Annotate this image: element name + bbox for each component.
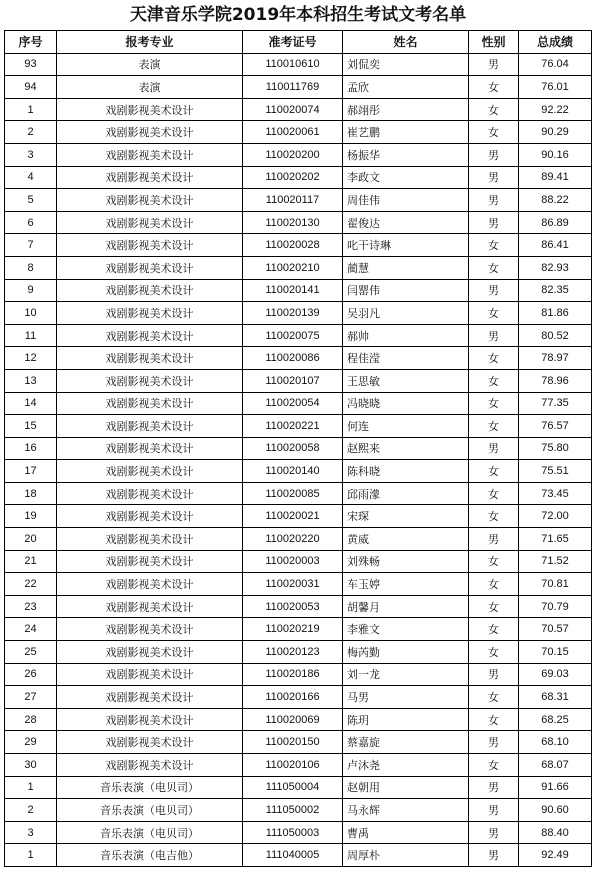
gender-cell: 女 bbox=[469, 347, 519, 370]
major-cell: 戏剧影视美术设计 bbox=[57, 302, 243, 325]
table-row bbox=[5, 821, 592, 844]
table-row bbox=[5, 595, 592, 618]
exam-id-cell: 110020202 bbox=[243, 166, 343, 189]
gender-cell: 男 bbox=[469, 844, 519, 867]
seq-cell: 9 bbox=[5, 279, 57, 302]
major-cell: 表演 bbox=[57, 76, 243, 99]
gender-cell: 女 bbox=[469, 708, 519, 731]
score-cell: 78.96 bbox=[519, 369, 592, 392]
header-total-score: 总成绩 bbox=[519, 31, 592, 54]
gender-cell: 男 bbox=[469, 776, 519, 799]
seq-cell: 1 bbox=[5, 98, 57, 121]
name-cell: 曹禹 bbox=[343, 821, 469, 844]
header-gender: 性别 bbox=[469, 31, 519, 54]
major-cell: 戏剧影视美术设计 bbox=[57, 415, 243, 438]
table-row bbox=[5, 279, 592, 302]
table-row bbox=[5, 415, 592, 438]
score-cell: 70.81 bbox=[519, 573, 592, 596]
exam-id-cell: 110020031 bbox=[243, 573, 343, 596]
gender-cell: 男 bbox=[469, 821, 519, 844]
major-cell: 音乐表演（电贝司） bbox=[57, 776, 243, 799]
seq-cell: 3 bbox=[5, 143, 57, 166]
table-row bbox=[5, 437, 592, 460]
major-cell: 戏剧影视美术设计 bbox=[57, 279, 243, 302]
name-cell: 周厚朴 bbox=[343, 844, 469, 867]
score-cell: 70.79 bbox=[519, 595, 592, 618]
score-cell: 91.66 bbox=[519, 776, 592, 799]
score-cell: 76.04 bbox=[519, 53, 592, 76]
gender-cell: 女 bbox=[469, 573, 519, 596]
seq-cell: 2 bbox=[5, 121, 57, 144]
seq-cell: 20 bbox=[5, 528, 57, 551]
score-cell: 81.86 bbox=[519, 302, 592, 325]
gender-cell: 女 bbox=[469, 618, 519, 641]
score-cell: 70.15 bbox=[519, 641, 592, 664]
table-row bbox=[5, 211, 592, 234]
exam-id-cell: 110020003 bbox=[243, 550, 343, 573]
score-cell: 68.10 bbox=[519, 731, 592, 754]
table-row bbox=[5, 663, 592, 686]
seq-cell: 17 bbox=[5, 460, 57, 483]
seq-cell: 8 bbox=[5, 256, 57, 279]
table-row bbox=[5, 189, 592, 212]
gender-cell: 女 bbox=[469, 76, 519, 99]
major-cell: 戏剧影视美术设计 bbox=[57, 618, 243, 641]
gender-cell: 男 bbox=[469, 437, 519, 460]
major-cell: 戏剧影视美术设计 bbox=[57, 573, 243, 596]
major-cell: 戏剧影视美术设计 bbox=[57, 641, 243, 664]
exam-id-cell: 110020221 bbox=[243, 415, 343, 438]
exam-id-cell: 110011769 bbox=[243, 76, 343, 99]
table-row bbox=[5, 844, 592, 867]
name-cell: 叱干诗琳 bbox=[343, 234, 469, 257]
name-cell: 冯晓晓 bbox=[343, 392, 469, 415]
name-cell: 蔺慧 bbox=[343, 256, 469, 279]
table-row bbox=[5, 256, 592, 279]
seq-cell: 24 bbox=[5, 618, 57, 641]
exam-id-cell: 110020075 bbox=[243, 324, 343, 347]
score-cell: 72.00 bbox=[519, 505, 592, 528]
major-cell: 戏剧影视美术设计 bbox=[57, 324, 243, 347]
score-cell: 89.41 bbox=[519, 166, 592, 189]
seq-cell: 18 bbox=[5, 482, 57, 505]
exam-id-cell: 110020186 bbox=[243, 663, 343, 686]
exam-id-cell: 110020123 bbox=[243, 641, 343, 664]
table-row bbox=[5, 618, 592, 641]
seq-cell: 22 bbox=[5, 573, 57, 596]
exam-id-cell: 110020141 bbox=[243, 279, 343, 302]
major-cell: 戏剧影视美术设计 bbox=[57, 482, 243, 505]
major-cell: 戏剧影视美术设计 bbox=[57, 392, 243, 415]
name-cell: 李雅文 bbox=[343, 618, 469, 641]
score-cell: 68.25 bbox=[519, 708, 592, 731]
major-cell: 戏剧影视美术设计 bbox=[57, 505, 243, 528]
name-cell: 赵朝用 bbox=[343, 776, 469, 799]
major-cell: 戏剧影视美术设计 bbox=[57, 686, 243, 709]
major-cell: 戏剧影视美术设计 bbox=[57, 166, 243, 189]
seq-cell: 26 bbox=[5, 663, 57, 686]
gender-cell: 男 bbox=[469, 166, 519, 189]
name-cell: 程佳滢 bbox=[343, 347, 469, 370]
table-row bbox=[5, 776, 592, 799]
exam-id-cell: 110020150 bbox=[243, 731, 343, 754]
gender-cell: 男 bbox=[469, 143, 519, 166]
major-cell: 戏剧影视美术设计 bbox=[57, 528, 243, 551]
seq-cell: 23 bbox=[5, 595, 57, 618]
gender-cell: 女 bbox=[469, 369, 519, 392]
table-row bbox=[5, 392, 592, 415]
seq-cell: 14 bbox=[5, 392, 57, 415]
candidate-table bbox=[4, 30, 592, 867]
name-cell: 马永辉 bbox=[343, 799, 469, 822]
score-cell: 68.31 bbox=[519, 686, 592, 709]
table-row bbox=[5, 550, 592, 573]
gender-cell: 男 bbox=[469, 528, 519, 551]
gender-cell: 女 bbox=[469, 415, 519, 438]
gender-cell: 女 bbox=[469, 641, 519, 664]
seq-cell: 94 bbox=[5, 76, 57, 99]
seq-cell: 1 bbox=[5, 776, 57, 799]
exam-id-cell: 110020053 bbox=[243, 595, 343, 618]
table-header-row bbox=[5, 31, 592, 54]
seq-cell: 13 bbox=[5, 369, 57, 392]
table-row bbox=[5, 708, 592, 731]
name-cell: 马男 bbox=[343, 686, 469, 709]
table-body bbox=[5, 53, 592, 866]
gender-cell: 男 bbox=[469, 799, 519, 822]
table-row bbox=[5, 731, 592, 754]
major-cell: 表演 bbox=[57, 53, 243, 76]
score-cell: 88.40 bbox=[519, 821, 592, 844]
table-row bbox=[5, 573, 592, 596]
score-cell: 69.03 bbox=[519, 663, 592, 686]
table-row bbox=[5, 347, 592, 370]
seq-cell: 1 bbox=[5, 844, 57, 867]
gender-cell: 女 bbox=[469, 595, 519, 618]
exam-id-cell: 110020058 bbox=[243, 437, 343, 460]
gender-cell: 女 bbox=[469, 550, 519, 573]
gender-cell: 女 bbox=[469, 754, 519, 777]
seq-cell: 16 bbox=[5, 437, 57, 460]
table-row bbox=[5, 505, 592, 528]
table-row bbox=[5, 121, 592, 144]
table-row bbox=[5, 460, 592, 483]
exam-id-cell: 110020085 bbox=[243, 482, 343, 505]
major-cell: 戏剧影视美术设计 bbox=[57, 211, 243, 234]
exam-id-cell: 110020061 bbox=[243, 121, 343, 144]
seq-cell: 27 bbox=[5, 686, 57, 709]
name-cell: 刘一龙 bbox=[343, 663, 469, 686]
gender-cell: 男 bbox=[469, 279, 519, 302]
score-cell: 90.16 bbox=[519, 143, 592, 166]
score-cell: 75.51 bbox=[519, 460, 592, 483]
major-cell: 戏剧影视美术设计 bbox=[57, 256, 243, 279]
exam-id-cell: 110020220 bbox=[243, 528, 343, 551]
name-cell: 崔艺鹏 bbox=[343, 121, 469, 144]
table-row bbox=[5, 143, 592, 166]
name-cell: 何连 bbox=[343, 415, 469, 438]
name-cell: 周佳伟 bbox=[343, 189, 469, 212]
exam-id-cell: 110020074 bbox=[243, 98, 343, 121]
table-row bbox=[5, 76, 592, 99]
table-row bbox=[5, 799, 592, 822]
score-cell: 88.22 bbox=[519, 189, 592, 212]
gender-cell: 女 bbox=[469, 482, 519, 505]
name-cell: 梅芮勤 bbox=[343, 641, 469, 664]
major-cell: 戏剧影视美术设计 bbox=[57, 369, 243, 392]
major-cell: 戏剧影视美术设计 bbox=[57, 663, 243, 686]
header-name: 姓名 bbox=[343, 31, 469, 54]
name-cell: 郝帅 bbox=[343, 324, 469, 347]
seq-cell: 3 bbox=[5, 821, 57, 844]
score-cell: 73.45 bbox=[519, 482, 592, 505]
gender-cell: 男 bbox=[469, 324, 519, 347]
gender-cell: 女 bbox=[469, 505, 519, 528]
name-cell: 郝翊彤 bbox=[343, 98, 469, 121]
exam-id-cell: 110020117 bbox=[243, 189, 343, 212]
exam-id-cell: 110020086 bbox=[243, 347, 343, 370]
major-cell: 戏剧影视美术设计 bbox=[57, 234, 243, 257]
exam-id-cell: 110020210 bbox=[243, 256, 343, 279]
seq-cell: 2 bbox=[5, 799, 57, 822]
gender-cell: 女 bbox=[469, 98, 519, 121]
major-cell: 戏剧影视美术设计 bbox=[57, 754, 243, 777]
major-cell: 戏剧影视美术设计 bbox=[57, 121, 243, 144]
score-cell: 86.41 bbox=[519, 234, 592, 257]
seq-cell: 29 bbox=[5, 731, 57, 754]
score-cell: 80.52 bbox=[519, 324, 592, 347]
gender-cell: 女 bbox=[469, 302, 519, 325]
exam-id-cell: 111050004 bbox=[243, 776, 343, 799]
gender-cell: 女 bbox=[469, 460, 519, 483]
exam-id-cell: 110020028 bbox=[243, 234, 343, 257]
major-cell: 戏剧影视美术设计 bbox=[57, 460, 243, 483]
exam-id-cell: 110020139 bbox=[243, 302, 343, 325]
table-row bbox=[5, 234, 592, 257]
major-cell: 戏剧影视美术设计 bbox=[57, 347, 243, 370]
major-cell: 音乐表演（电贝司） bbox=[57, 799, 243, 822]
seq-cell: 25 bbox=[5, 641, 57, 664]
seq-cell: 15 bbox=[5, 415, 57, 438]
score-cell: 68.07 bbox=[519, 754, 592, 777]
major-cell: 音乐表演（电贝司） bbox=[57, 821, 243, 844]
name-cell: 刘侃奕 bbox=[343, 53, 469, 76]
name-cell: 李政文 bbox=[343, 166, 469, 189]
exam-id-cell: 110020107 bbox=[243, 369, 343, 392]
major-cell: 音乐表演（电吉他） bbox=[57, 844, 243, 867]
seq-cell: 21 bbox=[5, 550, 57, 573]
exam-id-cell: 110020054 bbox=[243, 392, 343, 415]
seq-cell: 11 bbox=[5, 324, 57, 347]
name-cell: 闫罂伟 bbox=[343, 279, 469, 302]
score-cell: 75.80 bbox=[519, 437, 592, 460]
table-row bbox=[5, 166, 592, 189]
score-cell: 90.29 bbox=[519, 121, 592, 144]
header-exam-id: 准考证号 bbox=[243, 31, 343, 54]
table-row bbox=[5, 53, 592, 76]
gender-cell: 女 bbox=[469, 686, 519, 709]
table-row bbox=[5, 528, 592, 551]
score-cell: 70.57 bbox=[519, 618, 592, 641]
table-row bbox=[5, 754, 592, 777]
exam-id-cell: 111050002 bbox=[243, 799, 343, 822]
score-cell: 76.01 bbox=[519, 76, 592, 99]
name-cell: 陈科晓 bbox=[343, 460, 469, 483]
score-cell: 82.93 bbox=[519, 256, 592, 279]
name-cell: 王思敏 bbox=[343, 369, 469, 392]
gender-cell: 男 bbox=[469, 53, 519, 76]
table-row bbox=[5, 686, 592, 709]
seq-cell: 7 bbox=[5, 234, 57, 257]
table-row bbox=[5, 369, 592, 392]
gender-cell: 女 bbox=[469, 392, 519, 415]
exam-id-cell: 110010610 bbox=[243, 53, 343, 76]
table-row bbox=[5, 641, 592, 664]
major-cell: 戏剧影视美术设计 bbox=[57, 708, 243, 731]
name-cell: 宋琛 bbox=[343, 505, 469, 528]
seq-cell: 12 bbox=[5, 347, 57, 370]
gender-cell: 男 bbox=[469, 189, 519, 212]
score-cell: 71.52 bbox=[519, 550, 592, 573]
seq-cell: 6 bbox=[5, 211, 57, 234]
name-cell: 陈玥 bbox=[343, 708, 469, 731]
major-cell: 戏剧影视美术设计 bbox=[57, 189, 243, 212]
gender-cell: 男 bbox=[469, 211, 519, 234]
major-cell: 戏剧影视美术设计 bbox=[57, 437, 243, 460]
seq-cell: 5 bbox=[5, 189, 57, 212]
seq-cell: 10 bbox=[5, 302, 57, 325]
score-cell: 82.35 bbox=[519, 279, 592, 302]
header-seq: 序号 bbox=[5, 31, 57, 54]
exam-id-cell: 110020140 bbox=[243, 460, 343, 483]
name-cell: 翟俊达 bbox=[343, 211, 469, 234]
name-cell: 胡馨月 bbox=[343, 595, 469, 618]
gender-cell: 女 bbox=[469, 234, 519, 257]
gender-cell: 男 bbox=[469, 731, 519, 754]
gender-cell: 男 bbox=[469, 663, 519, 686]
score-cell: 92.22 bbox=[519, 98, 592, 121]
exam-id-cell: 110020106 bbox=[243, 754, 343, 777]
major-cell: 戏剧影视美术设计 bbox=[57, 98, 243, 121]
page-title: 天津音乐学院2019年本科招生考试文考名单 bbox=[129, 5, 467, 25]
score-cell: 86.89 bbox=[519, 211, 592, 234]
exam-id-cell: 111050003 bbox=[243, 821, 343, 844]
name-cell: 邱雨濛 bbox=[343, 482, 469, 505]
major-cell: 戏剧影视美术设计 bbox=[57, 731, 243, 754]
exam-id-cell: 110020069 bbox=[243, 708, 343, 731]
table-row bbox=[5, 302, 592, 325]
major-cell: 戏剧影视美术设计 bbox=[57, 143, 243, 166]
seq-cell: 28 bbox=[5, 708, 57, 731]
name-cell: 吴羽凡 bbox=[343, 302, 469, 325]
exam-id-cell: 110020130 bbox=[243, 211, 343, 234]
name-cell: 蔡嘉旋 bbox=[343, 731, 469, 754]
major-cell: 戏剧影视美术设计 bbox=[57, 595, 243, 618]
header-major: 报考专业 bbox=[57, 31, 243, 54]
name-cell: 卢沐尧 bbox=[343, 754, 469, 777]
exam-id-cell: 110020219 bbox=[243, 618, 343, 641]
exam-id-cell: 110020021 bbox=[243, 505, 343, 528]
score-cell: 77.35 bbox=[519, 392, 592, 415]
exam-id-cell: 110020200 bbox=[243, 143, 343, 166]
table-row bbox=[5, 324, 592, 347]
major-cell: 戏剧影视美术设计 bbox=[57, 550, 243, 573]
name-cell: 赵熙来 bbox=[343, 437, 469, 460]
seq-cell: 93 bbox=[5, 53, 57, 76]
seq-cell: 19 bbox=[5, 505, 57, 528]
score-cell: 76.57 bbox=[519, 415, 592, 438]
seq-cell: 4 bbox=[5, 166, 57, 189]
name-cell: 杨振华 bbox=[343, 143, 469, 166]
exam-id-cell: 111040005 bbox=[243, 844, 343, 867]
seq-cell: 30 bbox=[5, 754, 57, 777]
score-cell: 78.97 bbox=[519, 347, 592, 370]
score-cell: 92.49 bbox=[519, 844, 592, 867]
name-cell: 黄威 bbox=[343, 528, 469, 551]
table-row bbox=[5, 482, 592, 505]
gender-cell: 女 bbox=[469, 121, 519, 144]
score-cell: 90.60 bbox=[519, 799, 592, 822]
exam-id-cell: 110020166 bbox=[243, 686, 343, 709]
gender-cell: 女 bbox=[469, 256, 519, 279]
name-cell: 车玉婷 bbox=[343, 573, 469, 596]
score-cell: 71.65 bbox=[519, 528, 592, 551]
name-cell: 孟欣 bbox=[343, 76, 469, 99]
name-cell: 刘殊畅 bbox=[343, 550, 469, 573]
table-row bbox=[5, 98, 592, 121]
